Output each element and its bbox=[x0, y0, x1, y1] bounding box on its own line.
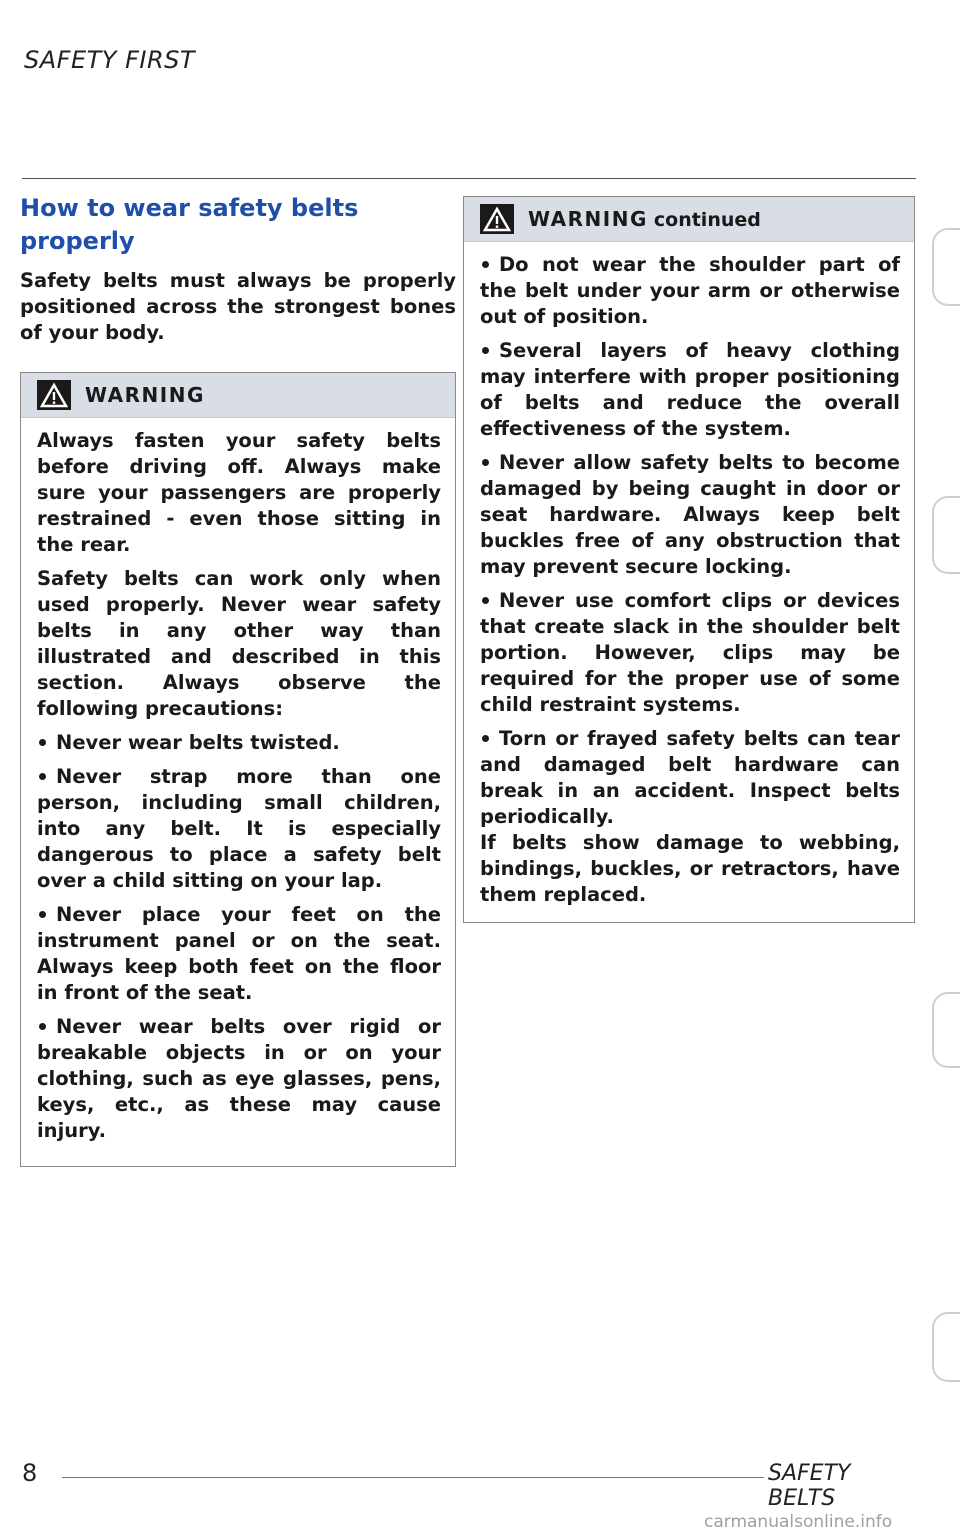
footer-section-label: SAFETY BELTS bbox=[768, 1461, 851, 1511]
bullet-dot-icon bbox=[482, 347, 489, 354]
bullet-dot-icon bbox=[482, 735, 489, 742]
watermark: carmanualsonline.info bbox=[704, 1512, 893, 1532]
warning-title-suffix: continued bbox=[653, 209, 761, 231]
bullet-text: Never wear belts over rigid or breakable objects in or on your clothing, such as eye glasses, pens, keys, etc., as these may cause injury. bbox=[37, 1015, 441, 1142]
bullet-dot-icon bbox=[39, 1023, 46, 1030]
warning-bullet bbox=[37, 1014, 441, 1144]
running-header: SAFETY FIRST bbox=[24, 46, 196, 74]
warning-bullet bbox=[480, 338, 900, 442]
warning-triangle-icon bbox=[37, 380, 71, 410]
bullet-dot-icon bbox=[39, 739, 46, 746]
bullet-text: Never strap more than one person, including small children, into any belt. It is especially dangerous to place a safety belt over a child sitting on your lap. bbox=[37, 765, 441, 892]
thumb-tab bbox=[932, 228, 960, 306]
bullet-dot-icon bbox=[482, 597, 489, 604]
warning-body bbox=[464, 242, 914, 922]
bullet-dot-icon bbox=[482, 459, 489, 466]
warning-paragraph: Safety belts can work only when used properly. Never wear safety belts in any other way than illustrated and described in this section. Always observe the following precautions: bbox=[37, 567, 441, 720]
warning-triangle-icon bbox=[480, 204, 514, 234]
section-intro: Safety belts must always be properly positioned across the strongest bones of your body. bbox=[20, 269, 456, 344]
warning-header bbox=[21, 373, 455, 418]
right-column bbox=[463, 196, 915, 923]
warning-closing: If belts show damage to webbing, bindings, buckles, or retractors, have them replaced. bbox=[480, 831, 900, 906]
footer-divider bbox=[62, 1477, 764, 1478]
warning-continued-box bbox=[463, 196, 915, 923]
warning-box bbox=[20, 372, 456, 1167]
section-title: How to wear safety belts properly bbox=[20, 194, 359, 255]
warning-bullet bbox=[37, 764, 441, 894]
warning-body bbox=[21, 418, 455, 1166]
warning-bullet bbox=[480, 450, 900, 580]
warning-header bbox=[464, 197, 914, 242]
thumb-tab bbox=[932, 1312, 960, 1382]
bullet-text: Never allow safety belts to become damaged by being caught in door or seat hardware. Always keep belt buckles free of any obstruction that may prevent secure locking. bbox=[480, 451, 900, 578]
bullet-dot-icon bbox=[39, 773, 46, 780]
bullet-text: Never use comfort clips or devices that create slack in the shoulder belt portion. However, clips may be required for the proper use of some child restraint systems. bbox=[480, 589, 900, 716]
page-number: 8 bbox=[22, 1459, 38, 1487]
warning-title-text: WARNING bbox=[528, 207, 648, 231]
bullet-text: Several layers of heavy clothing may interfere with proper positioning of belts and reduce the overall effectiveness of the system. bbox=[480, 339, 900, 440]
thumb-tab bbox=[932, 992, 960, 1068]
header-divider bbox=[22, 178, 916, 179]
warning-paragraph: Always fasten your safety belts before driving off. Always make sure your passengers are properly restrained - even those sitting in the rear. bbox=[37, 429, 441, 556]
warning-bullet bbox=[480, 252, 900, 330]
warning-title: WARNING bbox=[85, 383, 205, 407]
bullet-text: Torn or frayed safety belts can tear and damaged belt hardware can break in an accident. Inspect belts periodically. bbox=[480, 727, 900, 828]
warning-bullet bbox=[37, 902, 441, 1006]
bullet-text: Never place your feet on the instrument panel or on the seat. Always keep both feet on the floor in front of the seat. bbox=[37, 903, 441, 1004]
bullet-text: Never wear belts twisted. bbox=[56, 731, 340, 754]
bullet-dot-icon bbox=[482, 261, 489, 268]
bullet-dot-icon bbox=[39, 911, 46, 918]
bullet-text: Do not wear the shoulder part of the belt under your arm or otherwise out of position. bbox=[480, 253, 900, 328]
page-footer bbox=[22, 1459, 922, 1511]
warning-title bbox=[528, 207, 761, 231]
left-column bbox=[20, 192, 456, 1167]
warning-bullet bbox=[480, 588, 900, 718]
warning-bullet bbox=[37, 730, 441, 756]
warning-bullet bbox=[480, 726, 900, 830]
thumb-tab bbox=[932, 496, 960, 574]
